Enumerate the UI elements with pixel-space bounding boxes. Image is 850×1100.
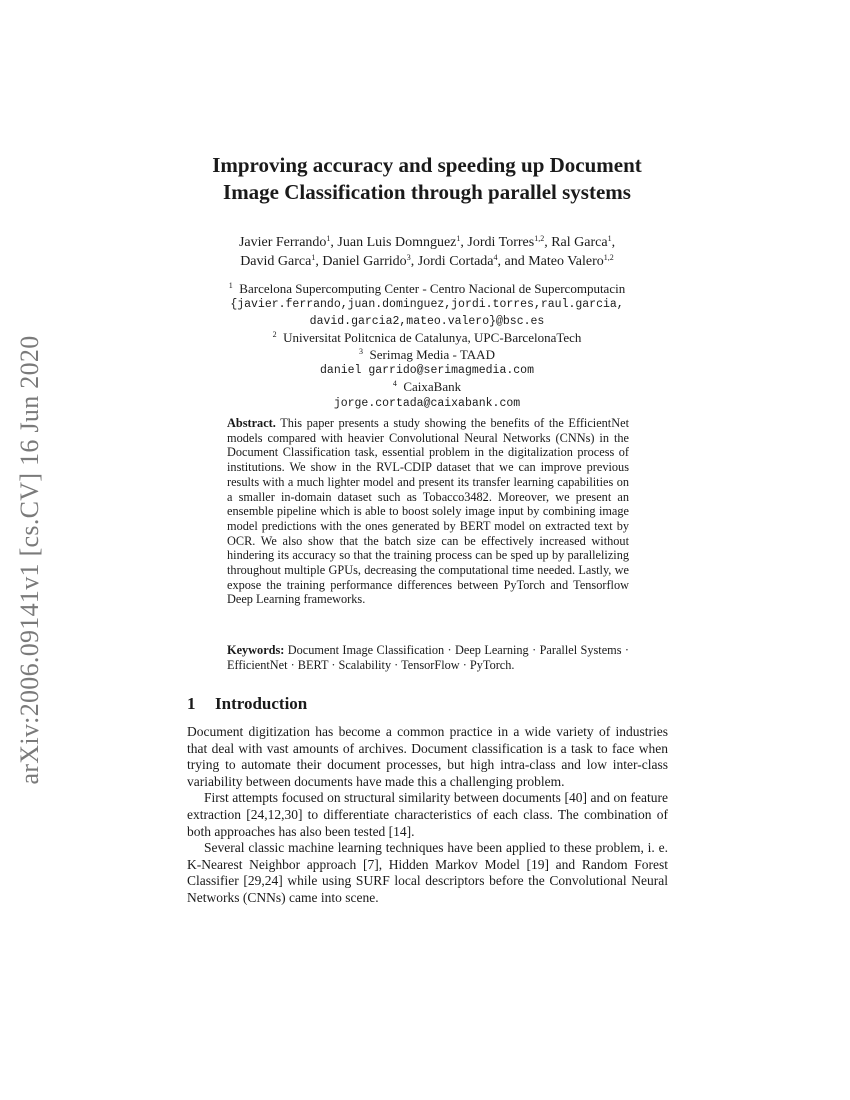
affiliation-4 — [170, 379, 684, 395]
author-separator: , — [544, 235, 552, 250]
section-number: 1 — [187, 694, 196, 713]
arxiv-identifier: arXiv:2006.09141v1 [cs.CV] 16 Jun 2020 — [15, 335, 44, 785]
author-affiliation-mark: 1,2 — [603, 253, 614, 262]
author-name: Juan Luis Domnguez — [337, 235, 457, 250]
title-line-1: Improving accuracy and speeding up Document — [212, 153, 642, 177]
section-heading — [187, 694, 667, 714]
email-line-1[interactable]: {javier.ferrando,juan.dominguez,jordi.torres,raul.garcia, — [230, 298, 624, 312]
paragraph: Several classic machine learning techniques have been applied to these problem, i. e. K-Nearest Neighbor approach [7], Hidden Markov Model [19] and Random Forest Classifier [29,24] while using SURF local descriptors before the Convolutional Neural Networks (CNNs) came into scene. — [187, 840, 668, 905]
affiliation-number: 4 — [392, 379, 397, 389]
affiliation-name: Universitat Politcnica de Catalunya, UPC-BarcelonaTech — [283, 330, 582, 346]
abstract-label: Abstract. — [227, 416, 276, 430]
affiliations — [170, 281, 684, 412]
paper-title — [150, 152, 704, 206]
author-affiliation-mark: 1 — [311, 253, 316, 262]
author-separator: , — [410, 254, 418, 269]
arxiv-sidebar-stamp — [10, 300, 50, 820]
affiliation-number: 1 — [228, 281, 233, 290]
author-separator: , — [611, 235, 616, 250]
author-separator: , and — [497, 254, 529, 269]
paragraph: Document digitization has become a common practice in a wide variety of industries that deal with vast amounts of archives. Document classification is a task to face when trying to automate their document processes, but high intra-class and low inter-class variability between documents have made this a challenging problem. — [187, 724, 668, 789]
author-affiliation-mark: 1 — [326, 234, 331, 243]
affiliation-name: Serimag Media - TAAD — [369, 346, 495, 362]
author-separator: , — [315, 254, 323, 269]
author-affiliation-mark: 1 — [456, 234, 461, 243]
keywords-label: Keywords: — [227, 643, 285, 657]
author-separator: , — [330, 235, 338, 250]
author-affiliation-mark: 4 — [493, 253, 498, 262]
author-name: David Garca — [240, 254, 312, 269]
affiliation-1 — [170, 281, 684, 297]
affiliation-number: 3 — [359, 346, 364, 356]
author-name: Daniel Garrido — [322, 254, 407, 269]
keywords — [227, 643, 629, 672]
author-affiliation-mark: 3 — [406, 253, 411, 262]
paragraph: First attempts focused on structural similarity between documents [40] and on feature extraction [24,12,30] to differentiate characteristics of each class. The combination of both approaches has also been tested [14]. — [187, 790, 668, 839]
author-name: Jordi Torres — [467, 235, 535, 250]
abstract — [227, 416, 629, 607]
affiliation-number: 2 — [272, 330, 277, 340]
affiliation-3 — [170, 347, 684, 363]
keywords-text: Document Image Classification · Deep Learning · Parallel Systems · EfficientNet · BERT · Scalability · TensorFlow · PyTorch. — [227, 643, 629, 672]
author-affiliation-mark: 1,2 — [534, 234, 545, 243]
email-3[interactable]: daniel garrido@serimagmedia.com — [320, 364, 534, 378]
author-affiliation-mark: 1 — [607, 234, 612, 243]
author-name: Javier Ferrando — [238, 235, 327, 250]
affiliation-name: CaixaBank — [403, 379, 462, 395]
section-title: Introduction — [215, 694, 308, 713]
author-list — [170, 233, 684, 271]
author-separator: , — [460, 235, 468, 250]
affiliation-name: Barcelona Supercomputing Center - Centro Nacional de Supercomputacin — [239, 281, 626, 296]
title-line-2: Image Classification through parallel systems — [223, 180, 631, 204]
email-line-2[interactable]: david.garcia2,mateo.valero}@bsc.es — [309, 314, 545, 328]
author-name: Jordi Cortada — [417, 254, 494, 269]
email-4[interactable]: jorge.cortada@caixabank.com — [333, 396, 521, 410]
author-name: Ral Garca — [551, 235, 608, 250]
abstract-text: This paper presents a study showing the benefits of the EfficientNet models compared with heavier Convolutional Neural Networks (CNNs) in the Document Classification task, essential problem in the digitalization process of institutions. We show in the RVL-CDIP dataset that we can improve previous results with a much lighter model and present its transfer learning capabilities on a smaller in-domain dataset such as Tobacco3482. Moreover, we present an ensemble pipeline which is able to boost solely image input by combining image model predictions with the ones generated by BERT model on extracted text by OCR. We also show that the batch size can be effectively increased without hindering its accuracy so that the training process can be sped up by parallelizing throughout multiple GPUs, decreasing the computational time needed. Lastly, we expose the training performance differences between PyTorch and Tensorflow Deep Learning frameworks. — [227, 416, 629, 607]
author-name: Mateo Valero — [528, 254, 604, 269]
affiliation-2 — [170, 330, 684, 346]
introduction-body — [187, 724, 668, 907]
